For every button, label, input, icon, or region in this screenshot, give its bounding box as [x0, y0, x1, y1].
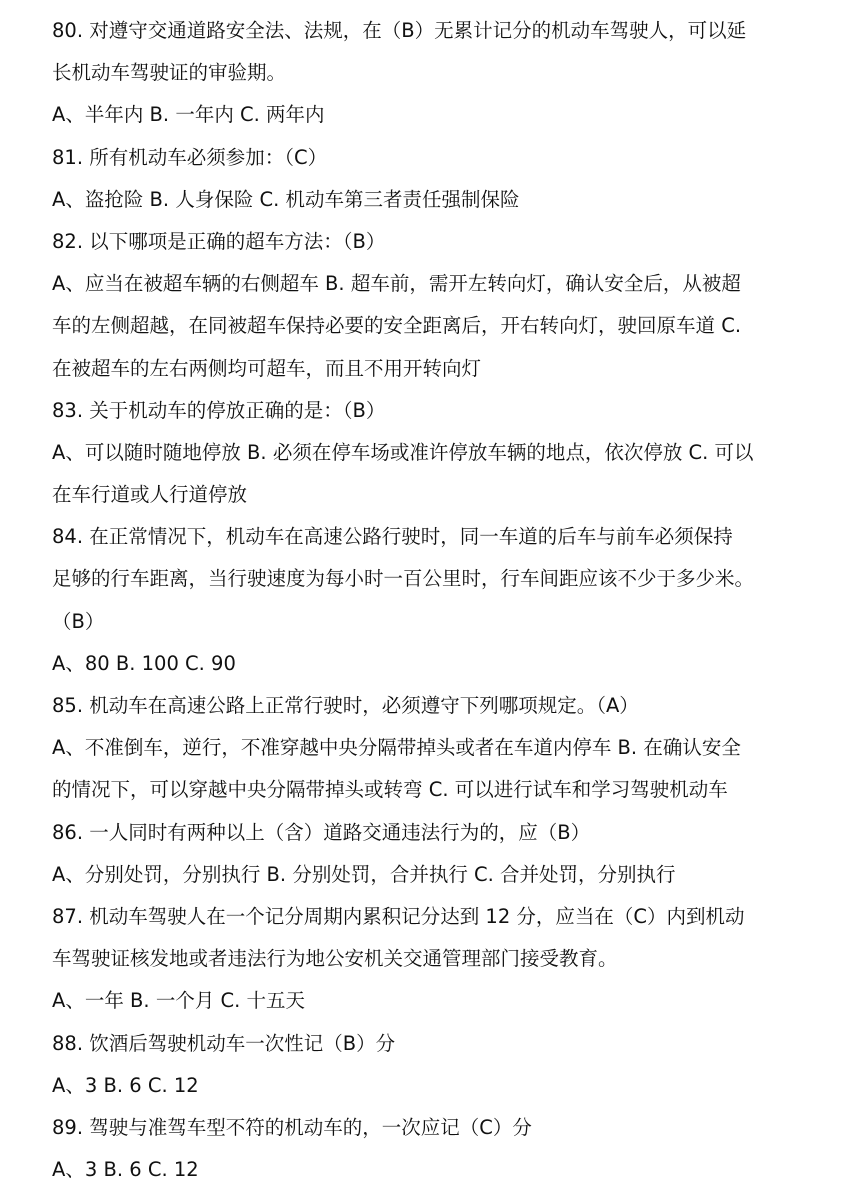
question-82-options-line-1: A、应当在被超车辆的右侧超车 B. 超车前，需开左转向灯，确认安全后，从被超 [52, 272, 741, 296]
question-81-line-1: 81. 所有机动车必须参加：（C） [52, 145, 328, 169]
question-80-line-1: 80. 对遵守交通道路安全法、法规，在（B）无累计记分的机动车驾驶人，可以延 [52, 19, 747, 42]
question-87-line-1: 87. 机动车驾驶人在一个记分周期内累积记分达到 12 分，应当在（C）内到机动 [52, 904, 745, 928]
question-84-line-2: 足够的行车距离，当行驶速度为每小时一百公里时，行车间距应该不少于多少米。 [52, 567, 755, 591]
question-80-line-2: 长机动车驾驶证的审验期。 [52, 61, 287, 85]
question-83-line-1: 83. 关于机动车的停放正确的是：（B） [52, 398, 386, 422]
question-85-line-1: 85. 机动车在高速公路上正常行驶时，必须遵守下列哪项规定。（A） [52, 694, 639, 717]
question-82-line-1: 82. 以下哪项是正确的超车方法：（B） [52, 229, 386, 253]
question-89-options: A、3 B. 6 C. 12 [52, 1158, 199, 1182]
question-85-options-line-2: 的情况下，可以穿越中央分隔带掉头或转弯 C. 可以进行试车和学习驾驶机动车 [52, 778, 728, 802]
question-83-options-line-2: 在车行道或人行道停放 [52, 483, 248, 507]
question-85-options-line-1: A、不准倒车，逆行，不准穿越中央分隔带掉头或者在车道内停车 B. 在确认安全 [52, 736, 741, 760]
question-84-line-1: 84. 在正常情况下，机动车在高速公路行驶时，同一车道的后车与前车必须保持 [52, 525, 733, 549]
question-84-answer: （B） [52, 609, 105, 633]
question-80-options: A、半年内 B. 一年内 C. 两年内 [52, 103, 325, 127]
question-83-options-line-1: A、可以随时随地停放 B. 必须在停车场或准许停放车辆的地点，依次停放 C. 可以 [52, 440, 754, 464]
question-87-line-2: 车驾驶证核发地或者违法行为地公安机关交通管理部门接受教育。 [52, 947, 618, 971]
question-86-line-1: 86. 一人同时有两种以上（含）道路交通违法行为的，应（B） [52, 820, 591, 844]
question-86-options: A、分别处罚，分别执行 B. 分别处罚，合并执行 C. 合并处罚，分别执行 [52, 862, 676, 886]
document-body [52, 10, 822, 1191]
question-89-line-1: 89. 驾驶与准驾车型不符的机动车的，一次应记（C）分 [52, 1115, 532, 1139]
question-82-options-line-2: 车的左侧超越，在同被超车保持必要的安全距离后，开右转向灯，驶回原车道 C. [52, 314, 742, 338]
question-87-options: A、一年 B. 一个月 C. 十五天 [52, 989, 306, 1013]
question-88-options: A、3 B. 6 C. 12 [52, 1073, 199, 1097]
question-81-options: A、盗抢险 B. 人身保险 C. 机动车第三者责任强制保险 [52, 187, 520, 211]
question-82-options-line-3: 在被超车的左右两侧均可超车，而且不用开转向灯 [52, 356, 482, 380]
question-88-line-1: 88. 饮酒后驾驶机动车一次性记（B）分 [52, 1031, 396, 1055]
question-84-options: A、80 B. 100 C. 90 [52, 651, 236, 675]
